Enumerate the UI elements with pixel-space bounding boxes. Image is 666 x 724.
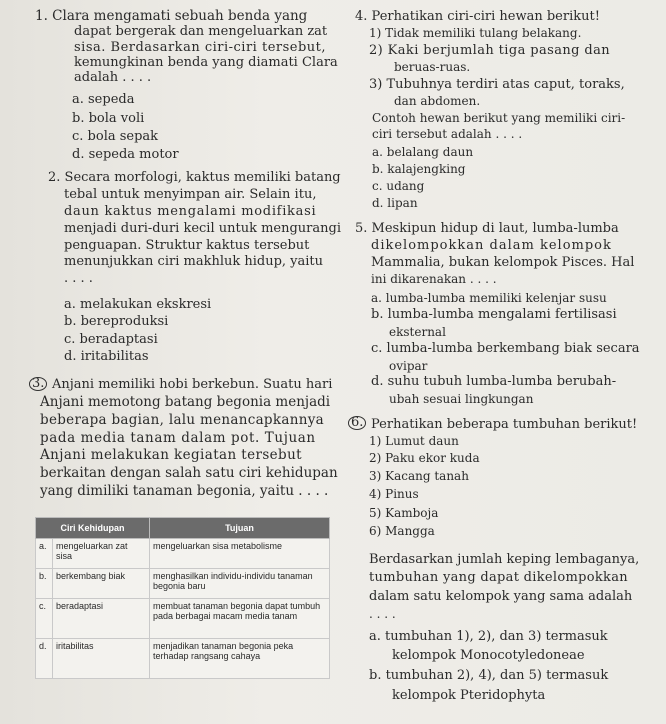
q3-line-6: berkaitan dengan salah satu ciri kehidupan xyxy=(40,465,338,481)
q6-option-b[interactable]: b. tumbuhan 2), 4), dan 5) termasuk xyxy=(369,668,609,683)
q6-option-a-cont: kelompok Monocotyledoneae xyxy=(392,648,585,663)
q6-option-a[interactable]: a. tumbuhan 1), 2), dan 3) termasuk xyxy=(369,629,608,644)
q6-item-3: 3) Kacang tanah xyxy=(369,469,469,483)
q6-line-3: dalam satu kelompok yang sama adalah xyxy=(369,589,633,604)
table-cell-letter: a. xyxy=(36,539,53,569)
q4-item-3-cont: dan abdomen. xyxy=(394,94,481,108)
q5-option-b[interactable]: b. lumba-lumba mengalami fertilisasi xyxy=(371,307,617,322)
q5-line-2: dikelompokkan dalam kelompok xyxy=(371,238,612,253)
q2-line-7: . . . . xyxy=(64,271,93,286)
q6-line-4: . . . . xyxy=(369,607,396,621)
q3-number-circle: 3. xyxy=(29,377,47,391)
table-cell-tujuan: menghasilkan individu-individu tanaman begonia baru xyxy=(150,569,330,599)
q6-item-5: 5) Kamboja xyxy=(369,506,439,520)
q2-option-d[interactable]: d. iritabilitas xyxy=(64,349,149,364)
table-cell-letter: b. xyxy=(36,569,53,599)
table-cell-tujuan: mengeluarkan sisa metabolisme xyxy=(150,539,330,569)
table-header-ciri: Ciri Kehidupan xyxy=(36,518,150,539)
q4-option-b[interactable]: b. kalajengking xyxy=(372,162,466,176)
q3-line-4: pada media tanam dalam pot. Tujuan xyxy=(40,430,316,446)
q3-line-3: beberapa bagian, lalu menancapkannya xyxy=(40,412,324,428)
q2-line-3: daun kaktus mengalami modifikasi xyxy=(64,204,317,219)
q1-option-d[interactable]: d. sepeda motor xyxy=(72,147,179,162)
q4-option-c[interactable]: c. udang xyxy=(372,179,425,193)
table-cell-ciri: mengeluarkan zat sisa xyxy=(53,539,150,569)
q6-title: Perhatikan beberapa tumbuhan berikut! xyxy=(371,417,638,432)
q6-item-4: 4) Pinus xyxy=(369,487,419,501)
q6-line-1: Berdasarkan jumlah keping lembaganya, xyxy=(369,552,640,567)
q3-options-table xyxy=(35,517,330,679)
table-header-row xyxy=(36,518,330,539)
table-cell-tujuan: menjadikan tanaman begonia peka terhadap rangsang cahaya xyxy=(150,639,330,679)
table-cell-letter: d. xyxy=(36,639,53,679)
q4-item-2: 2) Kaki berjumlah tiga pasang dan xyxy=(369,43,611,58)
q5-line-4: ini dikarenakan . . . . xyxy=(371,272,497,286)
q3-number xyxy=(29,377,47,391)
q2-line-6: menunjukkan ciri makhluk hidup, yaitu xyxy=(64,254,324,269)
table-cell-letter: c. xyxy=(36,599,53,639)
q5-option-c-cont: ovipar xyxy=(389,359,428,373)
q2-line-5: penguapan. Struktur kaktus tersebut xyxy=(64,238,310,253)
q5-option-c[interactable]: c. lumba-lumba berkembang biak secara xyxy=(371,341,640,356)
q4-option-d[interactable]: d. lipan xyxy=(372,196,418,210)
q4-item-1: 1) Tidak memiliki tulang belakang. xyxy=(369,26,582,40)
q4-title: 4. Perhatikan ciri-ciri hewan berikut! xyxy=(355,9,600,24)
q1-option-c[interactable]: c. bola sepak xyxy=(72,129,159,144)
q2-line-2: tebal untuk menyimpan air. Selain itu, xyxy=(64,187,317,202)
table-row[interactable] xyxy=(36,539,330,569)
q5-option-d-cont: ubah sesuai lingkungan xyxy=(389,392,534,406)
q6-item-6: 6) Mangga xyxy=(369,524,435,538)
q6-number-circle: 6. xyxy=(348,416,366,430)
q3-line-5: Anjani melakukan kegiatan tersebut xyxy=(40,447,303,463)
q2-option-c[interactable]: c. beradaptasi xyxy=(64,332,158,347)
q1-line-5: adalah . . . . xyxy=(74,70,152,85)
q1-option-b[interactable]: b. bola voli xyxy=(72,111,145,126)
q1-option-a[interactable]: a. sepeda xyxy=(72,92,135,107)
q4-line-1: Contoh hewan berikut yang memiliki ciri- xyxy=(372,111,626,125)
table-row[interactable] xyxy=(36,599,330,639)
q4-item-2-cont: beruas-ruas. xyxy=(394,60,471,74)
q5-line-3: Mammalia, bukan kelompok Pisces. Hal xyxy=(371,255,635,270)
q5-option-d[interactable]: d. suhu tubuh lumba-lumba berubah- xyxy=(371,374,617,389)
table-row[interactable] xyxy=(36,639,330,679)
q2-line-1: 2. Secara morfologi, kaktus memiliki batang xyxy=(48,170,341,185)
q2-option-a[interactable]: a. melakukan ekskresi xyxy=(64,297,212,312)
q4-line-2: ciri tersebut adalah . . . . xyxy=(372,127,523,141)
q3-line-2: Anjani memotong batang begonia menjadi xyxy=(40,394,331,410)
q2-option-b[interactable]: b. bereproduksi xyxy=(64,314,169,329)
q5-option-b-cont: eksternal xyxy=(389,325,446,339)
table-cell-ciri: iritabilitas xyxy=(53,639,150,679)
q4-option-a[interactable]: a. belalang daun xyxy=(372,145,474,159)
q3-line-7: yang dimiliki tanaman begonia, yaitu . . . . xyxy=(40,483,329,499)
q3-line-1: Anjani memiliki hobi berkebun. Suatu hari xyxy=(52,377,333,392)
table-cell-ciri: berkembang biak xyxy=(53,569,150,599)
q5-option-a[interactable]: a. lumba-lumba memiliki kelenjar susu xyxy=(371,291,607,305)
table-cell-ciri: beradaptasi xyxy=(53,599,150,639)
q4-item-3: 3) Tubuhnya terdiri atas caput, toraks, xyxy=(369,77,625,92)
q1-line-2: dapat bergerak dan mengeluarkan zat xyxy=(74,24,328,39)
q1-line-1: 1. Clara mengamati sebuah benda yang xyxy=(35,8,308,24)
q6-item-2: 2) Paku ekor kuda xyxy=(369,451,480,465)
table-cell-tujuan: membuat tanaman begonia dapat tumbuh pada berbagai macam media tanam xyxy=(150,599,330,639)
q1-line-4: kemungkinan benda yang diamati Clara xyxy=(74,55,338,70)
table-row[interactable] xyxy=(36,569,330,599)
q1-line-3: sisa. Berdasarkan ciri-ciri tersebut, xyxy=(74,40,327,55)
q6-option-b-cont: kelompok Pteridophyta xyxy=(392,688,546,703)
q5-line-1: 5. Meskipun hidup di laut, lumba-lumba xyxy=(355,221,619,236)
q6-line-2: tumbuhan yang dapat dikelompokkan xyxy=(369,570,628,585)
q6-item-1: 1) Lumut daun xyxy=(369,434,459,448)
q2-line-4: menjadi duri-duri kecil untuk mengurangi xyxy=(64,221,341,236)
table-header-tujuan: Tujuan xyxy=(150,518,330,539)
q6-number xyxy=(348,416,366,430)
